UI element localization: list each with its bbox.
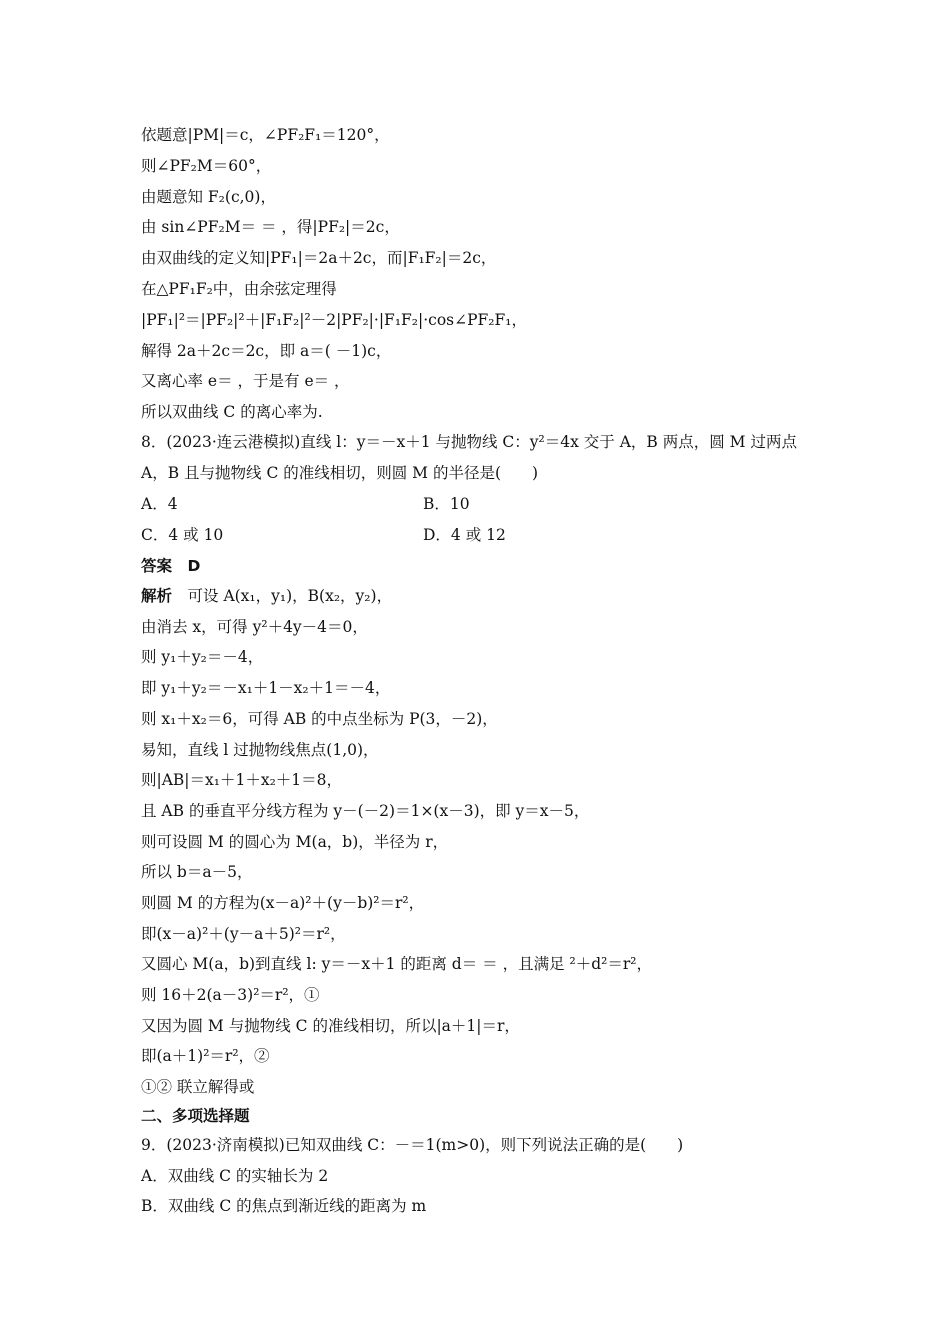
- solution-line: 则|AB|＝x₁＋1＋x₂＋1＝8，: [141, 771, 343, 789]
- question-9-option-b: B．双曲线 C 的焦点到渐近线的距离为 m: [141, 1197, 427, 1215]
- solution-line: 则 y₁＋y₂＝－4，: [141, 648, 264, 666]
- question-8-stem: 8．(2023·连云港模拟)直线 l：y＝－x＋1 与抛物线 C：y²＝4x 交于 A，B 两点，圆 M 过两点: [141, 433, 797, 451]
- solution-line: 则可设圆 M 的圆心为 M(a，b)，半径为 r，: [141, 833, 449, 851]
- text-line: 又离心率 e＝ ，于是有 e＝ ，: [141, 372, 350, 390]
- answer-line: 答案 D: [141, 557, 201, 575]
- question-8-stem-cont: A，B 且与抛物线 C 的准线相切，则圆 M 的半径是( ): [141, 464, 539, 482]
- text-line: 则∠PF₂M＝60°，: [141, 157, 272, 175]
- solution-line: 又圆心 M(a，b)到直线 l: y＝－x＋1 的距离 d＝ ＝ ，且满足 ²＋d²＝r²，: [141, 955, 652, 973]
- solution-line: 所以 b＝a－5，: [141, 863, 253, 881]
- solution-line: 则 16＋2(a－3)²＝r²，①: [141, 986, 320, 1004]
- text-line: 在△PF₁F₂中，由余弦定理得: [141, 280, 337, 298]
- section-title: 二、多项选择题: [141, 1107, 250, 1125]
- solution-line: 且 AB 的垂直平分线方程为 y－(－2)＝1×(x－3)，即 y＝x－5，: [141, 802, 590, 820]
- analysis-label: 解析: [141, 587, 173, 605]
- solution-line: 由消去 x，可得 y²＋4y－4＝0，: [141, 618, 368, 636]
- solution-line: 即(a＋1)²＝r²，②: [141, 1047, 270, 1065]
- text-line: 解得 2a＋2c＝2c，即 a＝( －1)c，: [141, 342, 392, 360]
- option-a: A．4: [141, 495, 178, 513]
- text-line: 由题意知 F₂(c,0)，: [141, 188, 276, 206]
- solution-line: 则 x₁＋x₂＝6，可得 AB 的中点坐标为 P(3，－2)，: [141, 710, 498, 728]
- option-d: D．4 或 12: [423, 526, 506, 544]
- question-9-option-a: A．双曲线 C 的实轴长为 2: [141, 1167, 329, 1185]
- text-line: 所以双曲线 C 的离心率为.: [141, 403, 323, 421]
- text-line: 由双曲线的定义知|PF₁|＝2a＋2c，而|F₁F₂|＝2c，: [141, 249, 497, 267]
- text-line: 由 sin∠PF₂M＝ ＝ ，得|PF₂|＝2c，: [141, 218, 400, 236]
- analysis-line: [141, 585, 392, 607]
- question-9-stem: 9．(2023·济南模拟)已知双曲线 C：－＝1(m>0)，则下列说法正确的是( ): [141, 1136, 684, 1154]
- option-c: C．4 或 10: [141, 526, 224, 544]
- solution-line: 易知，直线 l 过抛物线焦点(1,0)，: [141, 741, 379, 759]
- solution-line: 即 y₁＋y₂＝－x₁＋1－x₂＋1＝－4，: [141, 679, 391, 697]
- solution-line: 则圆 M 的方程为(x－a)²＋(y－b)²＝r²，: [141, 894, 425, 912]
- option-b: B．10: [423, 495, 470, 513]
- solution-line: 即(x－a)²＋(y－a＋5)²＝r²，: [141, 925, 346, 943]
- analysis-text: 可设 A(x₁，y₁)，B(x₂，y₂)，: [172, 587, 393, 605]
- solution-line: ①② 联立解得或: [141, 1078, 255, 1096]
- solution-line: 又因为圆 M 与抛物线 C 的准线相切，所以|a＋1|＝r，: [141, 1017, 520, 1035]
- text-line: |PF₁|²＝|PF₂|²＋|F₁F₂|²－2|PF₂|·|F₁F₂|·cos∠PF₂F₁，: [141, 311, 527, 329]
- text-line: 依题意|PM|＝c，∠PF₂F₁＝120°，: [141, 126, 390, 144]
